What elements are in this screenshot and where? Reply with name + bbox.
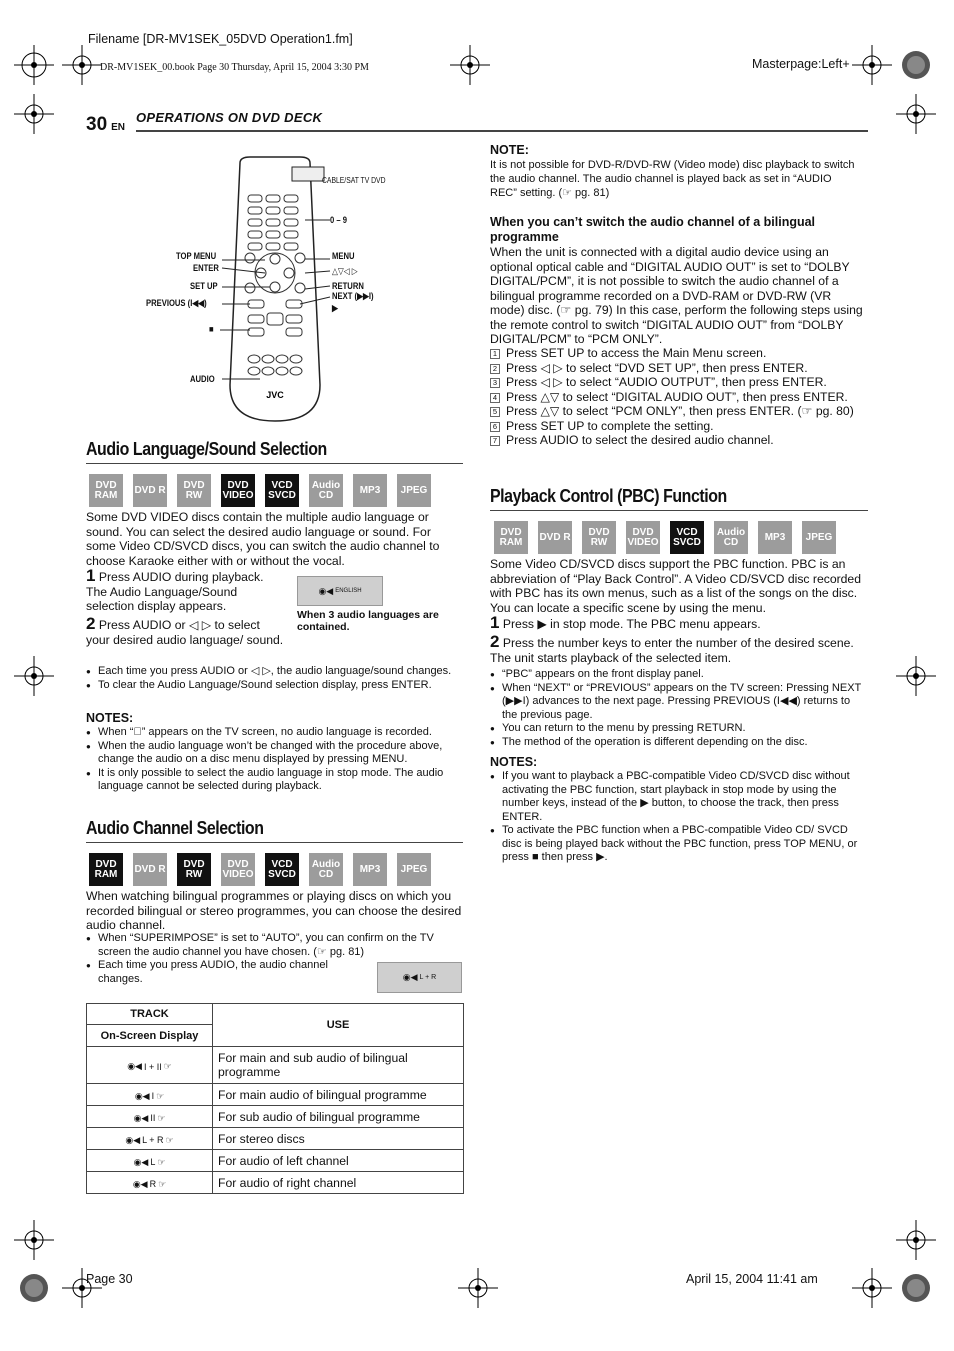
remote-label-audio: AUDIO xyxy=(190,374,215,384)
osd-language-display: ◉◀ ENGLISH xyxy=(297,576,383,606)
disc-badge-dvd-video: DVD VIDEO xyxy=(221,853,255,886)
disc-badge-dvd-video: DVD VIDEO xyxy=(221,474,255,507)
disc-badge-dvd-video: DVD VIDEO xyxy=(626,521,660,554)
disc-badge-audio-cd: Audio CD xyxy=(309,474,343,507)
audio-language-heading: Audio Language/Sound Selection xyxy=(86,438,327,459)
remote-label-set-up: SET UP xyxy=(190,281,218,291)
list-item: ● To clear the Audio Language/Sound selection display, press ENTER. xyxy=(86,679,466,693)
table-header-track: TRACK xyxy=(87,1004,213,1025)
remote-label-next: NEXT (▶▶I) xyxy=(332,291,374,301)
list-item: ● “PBC” appears on the front display panel. xyxy=(490,668,868,682)
hand-icon: ☞ xyxy=(158,1178,167,1189)
list-item: 3 Press ◁ ▷ to select “AUDIO OUTPUT”, then press ENTER. xyxy=(490,375,868,390)
pbc-step-2: 2 Press the number keys to enter the number of the desired scene. The unit starts playback of the selected item. xyxy=(490,632,854,665)
registration-mark xyxy=(852,45,892,85)
remote-label-stop: ■ xyxy=(209,324,214,334)
pbc-step-1: 1 Press ▶ in stop mode. The PBC menu appears. xyxy=(490,613,761,632)
svg-text:JVC: JVC xyxy=(266,390,284,400)
disc-badge-dvd-ram: DVD RAM xyxy=(89,474,123,507)
speaker-icon: ◉◀ xyxy=(133,1156,149,1167)
registration-mark xyxy=(62,45,102,85)
table-row: ◉◀ II ☞ For sub audio of bilingual programme xyxy=(87,1106,464,1128)
list-item: ● If you want to playback a PBC-compatible Video CD/SVCD disc without activating the PBC function, start playback in stop mode by using the number keys, instead of the ▶ button, to choose the track, then press ENTER. xyxy=(490,770,868,824)
audio-language-intro: Some DVD VIDEO discs contain the multiple audio language or sound. You can select the desired audio language or sound. For some Video CD/SVCD discs, you can switch the audio channel to choose Karaoke either with or without the vocal. xyxy=(86,510,440,568)
speaker-icon: ◉◀ xyxy=(132,1178,148,1189)
audio-language-notes xyxy=(86,726,466,794)
audio-language-step-2: 2 Press AUDIO or ◁ ▷ to select your desired audio language/ sound. xyxy=(86,614,284,647)
masterpage-label: Masterpage:Left+ xyxy=(752,57,850,71)
remote-label-return: RETURN xyxy=(332,281,364,291)
remote-label-play: ▶ xyxy=(332,303,338,313)
table-row: ◉◀ I ☞ For main audio of bilingual programme xyxy=(87,1084,464,1106)
registration-mark xyxy=(896,45,936,85)
osd-language-caption: When 3 audio languages are contained. xyxy=(297,609,439,633)
list-item: 1 Press SET UP to access the Main Menu screen. xyxy=(490,346,868,361)
registration-mark xyxy=(896,1220,936,1260)
table-row: ◉◀ L ☞ For audio of left channel xyxy=(87,1150,464,1172)
hand-icon: ☞ xyxy=(165,1134,174,1145)
disc-badge-dvd-rw: DVD RW xyxy=(582,521,616,554)
disc-badge-audio-cd: Audio CD xyxy=(714,521,748,554)
bilingual-steps xyxy=(490,346,868,448)
note-heading: NOTE: xyxy=(490,143,529,157)
section-title: OPERATIONS ON DVD DECK xyxy=(136,110,323,125)
table-row: ◉◀ R ☞ For audio of right channel xyxy=(87,1172,464,1194)
audio-channel-intro: When watching bilingual programmes or playing discs on which you recorded bilingual or stereo programmes, you can choose the desired audio channel. xyxy=(86,889,462,932)
list-item: ● To activate the PBC function when a PBC-compatible Video CD/ SVCD disc is being played back without the PBC function, press TOP MENU, or press ■ then press ▶. xyxy=(490,824,868,865)
disc-badge-dvd-rw: DVD RW xyxy=(177,474,211,507)
remote-label-arrows: △▽◁ ▷ xyxy=(332,266,358,276)
book-info: DR-MV1SEK_00.book Page 30 Thursday, April 15, 2004 3:30 PM xyxy=(100,62,369,73)
list-item: 4 Press △▽ to select “DIGITAL AUDIO OUT”, then press ENTER. xyxy=(490,390,868,405)
table-header-osd: On-Screen Display xyxy=(87,1025,213,1047)
speaker-icon: ◉◀ xyxy=(133,1112,149,1123)
list-item: ● When “SUPERIMPOSE” is set to “AUTO”, you can confirm on the TV screen the audio channel you have chosen. (☞ pg. 81) xyxy=(86,932,466,959)
remote-label-menu: MENU xyxy=(332,251,355,261)
pbc-heading: Playback Control (PBC) Function xyxy=(490,485,727,506)
remote-label-previous: PREVIOUS (I◀◀) xyxy=(146,298,207,308)
filename-label: Filename [DR-MV1SEK_05DVD Operation1.fm] xyxy=(88,32,353,46)
registration-mark xyxy=(14,656,54,696)
disc-badges-pbc xyxy=(494,521,836,554)
list-item: ● It is only possible to select the audio language in stop mode. The audio language cannot be selected during playback. xyxy=(86,767,466,794)
disc-badges-audio-language xyxy=(89,474,431,507)
disc-badge-mp3: MP3 xyxy=(353,853,387,886)
hand-icon: ☞ xyxy=(157,1156,166,1167)
bilingual-heading: When you can’t switch the audio channel of a bilingual programme xyxy=(490,215,816,244)
audio-language-bullets xyxy=(86,665,466,692)
disc-badge-dvd-ram: DVD RAM xyxy=(89,853,123,886)
table-row: ◉◀ I + II ☞ For main and sub audio of bilingual programme xyxy=(87,1047,464,1084)
bilingual-text: When the unit is connected with a digital audio device using an optional optical cable and “DIGITAL AUDIO OUT” is set to “DOLBY DIGITAL/PCM”, it is not possible to switch the audio channel of a bilingual programme recorded on a DVD-RAM or DVD-RW (VR mode) disc. (☞ pg. 79) In this case, perform the following steps using the remote control to switch “DIGITAL AUDIO OUT” from “DOLBY DIGITAL/PCM” to “PCM ONLY”. xyxy=(490,245,863,346)
registration-mark xyxy=(896,656,936,696)
list-item: ● The method of the operation is different depending on the disc. xyxy=(490,736,868,750)
list-item: 5 Press △▽ to select “PCM ONLY”, then press ENTER. (☞ pg. 80) xyxy=(490,404,868,419)
list-item: 2 Press ◁ ▷ to select “DVD SET UP”, then press ENTER. xyxy=(490,361,868,376)
remote-label-enter: ENTER xyxy=(193,263,219,273)
list-item: 7 Press AUDIO to select the desired audio channel. xyxy=(490,433,868,448)
section-rule xyxy=(86,463,463,464)
pbc-intro: Some Video CD/SVCD discs support the PBC function. PBC is an abbreviation of “Play Back Control”. A Video CD/SVCD disc recorded with PBC has its own menus, such as a list of the songs on the disc. You can locate a specific scene by using the menu. xyxy=(490,557,861,615)
table-row: ◉◀ L + R ☞ For stereo discs xyxy=(87,1128,464,1150)
disc-badges-audio-channel xyxy=(89,853,431,886)
speaker-icon: ◉◀ xyxy=(402,972,418,982)
hand-icon: ☞ xyxy=(163,1061,172,1071)
speaker-icon: ◉◀ xyxy=(134,1090,150,1101)
list-item: ● Each time you press AUDIO or ◁ ▷, the audio language/sound changes. xyxy=(86,665,466,679)
page-number: 30 EN xyxy=(86,114,126,135)
pbc-notes xyxy=(490,770,868,865)
registration-mark xyxy=(14,45,54,85)
remote-label-0-9: 0 – 9 xyxy=(330,215,348,225)
speaker-icon: ◉◀ xyxy=(318,585,334,596)
registration-mark xyxy=(14,1220,54,1260)
disc-badge-dvd-r: DVD R xyxy=(133,853,167,886)
note-text: It is not possible for DVD-R/DVD-RW (Video mode) disc playback to switch the audio channel. The audio channel is played back as set in “AUDIO REC” setting. (☞ pg. 81) xyxy=(490,159,855,199)
speaker-icon: ◉◀ xyxy=(127,1061,142,1071)
list-item: ● When the audio language won’t be changed with the procedure above, change the audio on a disc menu displayed by pressing MENU. xyxy=(86,740,466,767)
list-item: ● Each time you press AUDIO, the audio channel changes. xyxy=(86,959,356,986)
disc-badge-dvd-ram: DVD RAM xyxy=(494,521,528,554)
speaker-icon: ◉◀ xyxy=(125,1134,141,1145)
registration-mark xyxy=(14,94,54,134)
remote-label-top-menu: TOP MENU xyxy=(176,251,217,261)
footer-page: Page 30 xyxy=(86,1272,133,1286)
disc-badge-jpeg: JPEG xyxy=(397,474,431,507)
disc-badge-jpeg: JPEG xyxy=(802,521,836,554)
notes-heading: NOTES: xyxy=(86,711,134,725)
notes-heading: NOTES: xyxy=(490,755,538,769)
footer-date: April 15, 2004 11:41 am xyxy=(686,1272,818,1286)
table-header-use: USE xyxy=(213,1004,464,1047)
pbc-bullets xyxy=(490,668,868,749)
disc-badge-mp3: MP3 xyxy=(353,474,387,507)
disc-badge-dvd-r: DVD R xyxy=(133,474,167,507)
section-rule xyxy=(86,842,463,843)
list-item: ● When “NEXT” or “PREVIOUS” appears on the TV screen: Pressing NEXT (▶▶I) advances to the next page. Pressing PREVIOUS (I◀◀) returns to the previous page. xyxy=(490,682,868,723)
remote-label-switch: CABLE/SAT TV DVD xyxy=(322,176,386,185)
registration-mark xyxy=(896,94,936,134)
section-rule xyxy=(490,510,868,511)
hand-icon: ☞ xyxy=(157,1112,166,1123)
disc-badge-vcd-svcd: VCD SVCD xyxy=(265,853,299,886)
registration-mark xyxy=(450,45,490,85)
audio-channel-table xyxy=(86,1003,464,1194)
hand-icon: ☞ xyxy=(156,1090,165,1101)
disc-badge-dvd-rw: DVD RW xyxy=(177,853,211,886)
disc-badge-vcd-svcd: VCD SVCD xyxy=(670,521,704,554)
header-rule xyxy=(136,130,868,132)
registration-mark xyxy=(896,1268,936,1308)
audio-language-step-1: 1 Press AUDIO during playback. The Audio Language/Sound selection display appears. xyxy=(86,566,264,613)
disc-badge-jpeg: JPEG xyxy=(397,853,431,886)
disc-badge-vcd-svcd: VCD SVCD xyxy=(265,474,299,507)
list-item: ● When “⃠” appears on the TV screen, no audio language is recorded. xyxy=(86,726,466,740)
disc-badge-mp3: MP3 xyxy=(758,521,792,554)
list-item: ● You can return to the menu by pressing RETURN. xyxy=(490,722,868,736)
disc-badge-audio-cd: Audio CD xyxy=(309,853,343,886)
disc-badge-dvd-r: DVD R xyxy=(538,521,572,554)
registration-mark xyxy=(14,1268,54,1308)
registration-mark xyxy=(852,1268,892,1308)
list-item: 6 Press SET UP to complete the setting. xyxy=(490,419,868,434)
registration-mark xyxy=(458,1268,498,1308)
osd-channel-display: ◉◀ L + R xyxy=(377,962,462,993)
audio-channel-heading: Audio Channel Selection xyxy=(86,817,264,838)
